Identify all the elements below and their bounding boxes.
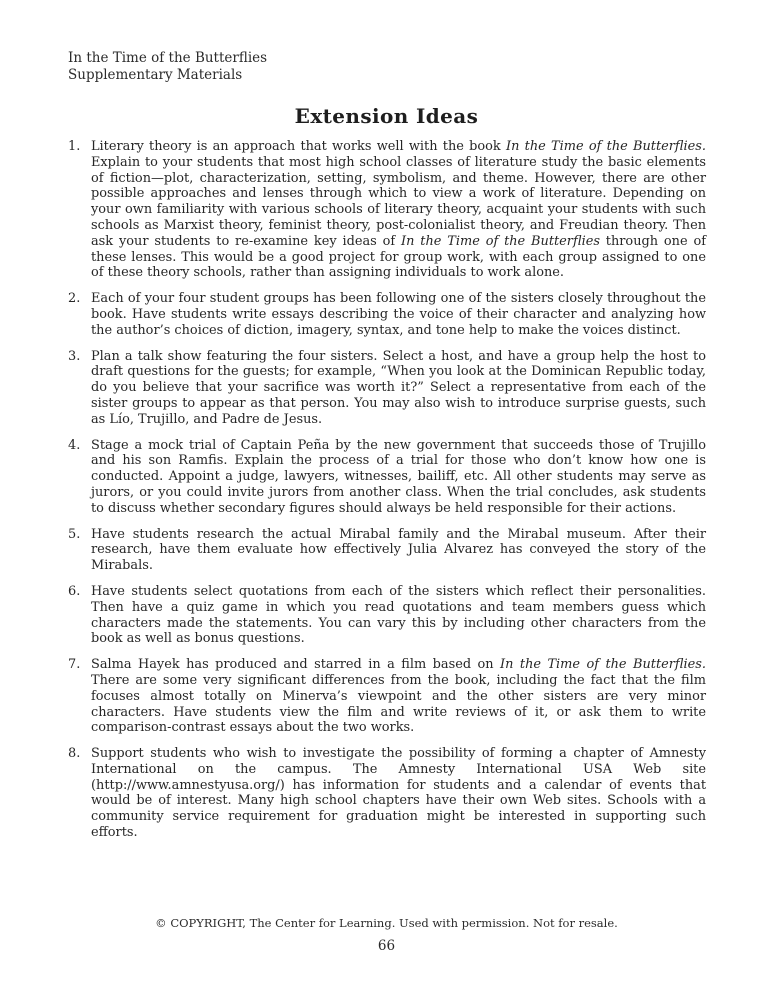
extension-ideas-list [68,139,706,851]
header-book-title: In the Time of the Butterflies [68,50,268,66]
item-text: Have students research the actual Mirabal family and the Mirabal museum. After their research, have them evaluate how effectively Julia Alvarez has conveyed the story of the Mirabals. [91,526,706,574]
document-header [68,50,267,84]
item-text: Stage a mock trial of Captain Peña by the new government that succeeds those of Trujillo and his son Ramfis. Explain the process of a trial for those who don’t know how one is conducted. Appoint a judge, lawyers, witnesses, bailiff, etc. All other students may serve as jurors, or you could invite jurors from another class. When the trial concludes, ask students to discuss whether secondary figures should always be held responsible for their actions. [91,437,706,516]
item-text: Each of your four student groups has been following one of the sisters closely throughout the book. Have students write essays describing the voice of their character and analyzing how the author’s choices of diction, imagery, syntax, and tone help to make the voices distinct. [91,291,706,338]
item-text: Support students who wish to investigate the possibility of forming a chapter of Amnesty International on the campus. The Amnesty International USA Web site (http://www.amnestyusa.org/) has information for students and a calendar of events that would be of interest. Many high school chapters have their own Web sites. Schools with a community service requirement for graduation might be interested in supporting such efforts. [91,746,706,841]
list-item [68,139,706,281]
item-number: 6. [68,583,81,599]
item-number: 7. [68,657,81,673]
list-item [68,438,706,517]
list-item [68,584,706,647]
item-number: 5. [68,526,81,542]
page-title: Extension Ideas [294,104,479,128]
list-item [68,527,706,574]
list-item [68,349,706,428]
item-number: 8. [68,746,81,762]
item-number: 2. [68,291,81,307]
item-text: Literary theory is an approach that works well with the book In the Time of the Butterflies. Explain to your students that most high school classes of literature study the basic elements of fiction—plot, characterization, setting, symbolism, and theme. However, there are other possible approaches and lenses through which to view a work of literature. Depending on your own familiarity with various schools of literary theory, acquaint your students with such schools as Marxist theory, feminist theory, post-colonialist theory, and Freudian theory. Then ask your students to re-examine key ideas of In the Time of the Butterflies through one of these lenses. This would be a good project for group work, with each group assigned to one of these theory schools, rather than assigning individuals to work alone. [91,139,706,281]
item-number: 1. [68,139,81,154]
list-item [68,657,706,736]
item-text: Salma Hayek has produced and starred in a film based on In the Time of the Butterflies. There are some very significant differences from the book, including the fact that the film focuses almost totally on Minerva’s viewpoint and the other sisters are very minor characters. Have students view the film and write reviews of it, or ask them to write comparison-contrast essays about the two works. [91,657,706,736]
page-number: 66 [377,938,396,954]
header-subtitle: Supplementary Materials [68,67,243,83]
item-number: 3. [68,348,81,364]
item-text: Plan a talk show featuring the four sisters. Select a host, and have a group help the host to draft questions for the guests; for example, “When you look at the Dominican Republic today, do you believe that your sacrifice was worth it?” Select a representative from each of the sister groups to appear as that person. You may also wish to introduce surprise guests, such as Lío, Trujillo, and Padre de Jesus. [91,348,706,427]
copyright-notice: © COPYRIGHT, The Center for Learning. Used with permission. Not for resale. [155,916,618,930]
item-number: 4. [68,437,81,453]
list-item [68,291,706,338]
item-text: Have students select quotations from each of the sisters which reflect their personalities. Then have a quiz game in which you read quotations and team members guess which characters made the statements. You can vary this by including other characters from the book as well as bonus questions. [91,583,706,647]
list-item [68,746,706,841]
